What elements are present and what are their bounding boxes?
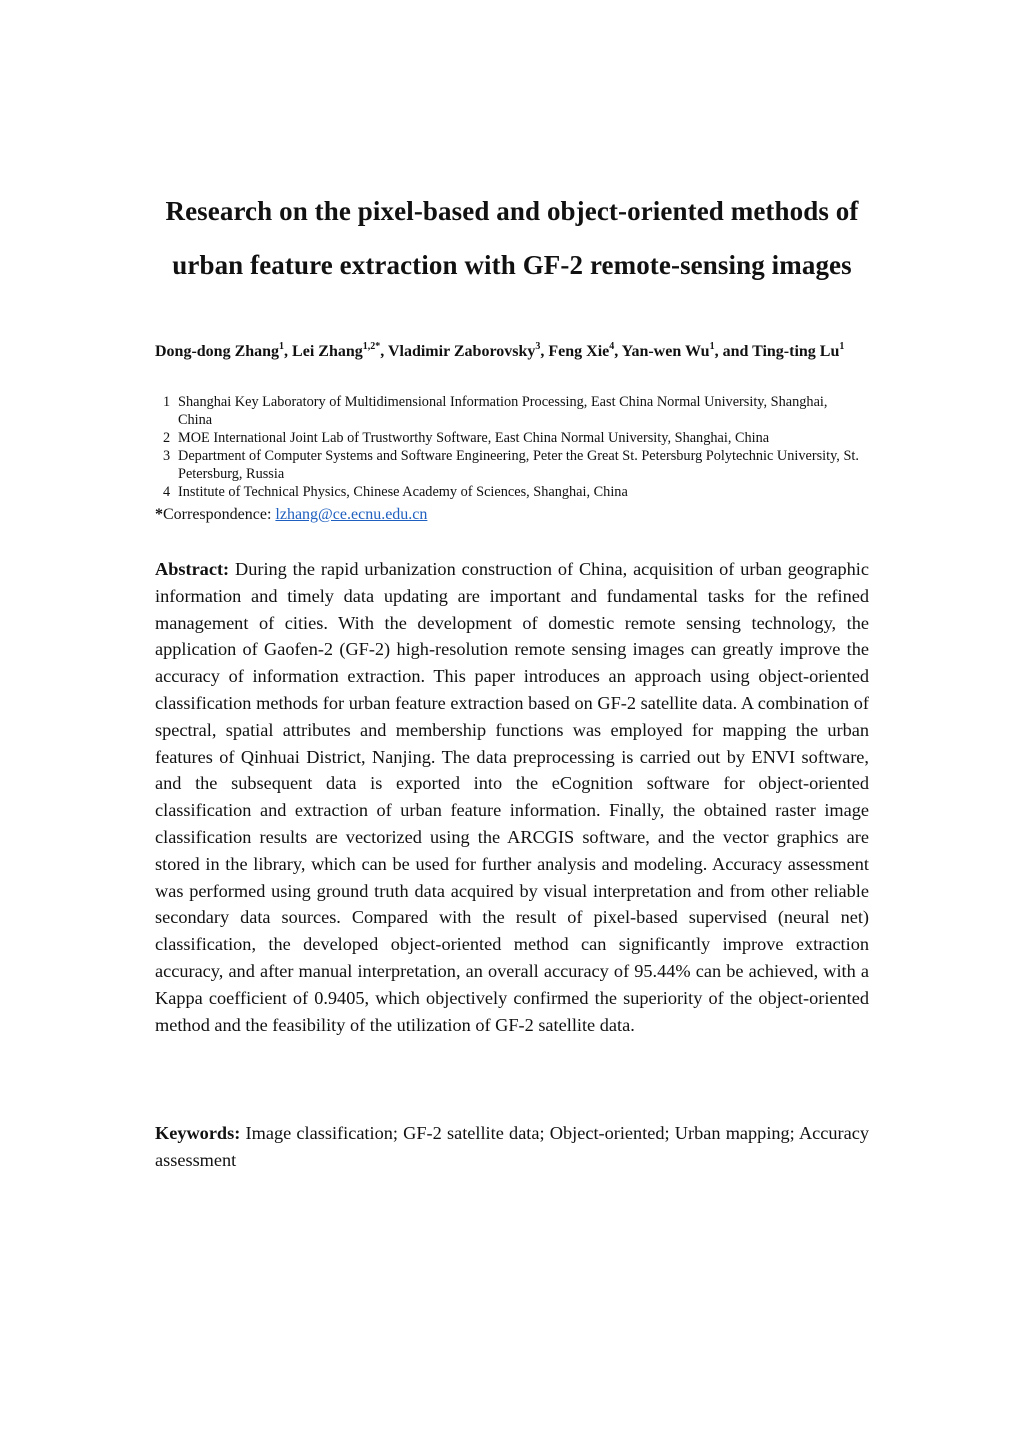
author-separator: , and	[714, 343, 753, 360]
title-line-2: urban feature extraction with GF-2 remote-sensing images	[172, 250, 852, 280]
author-separator: ,	[540, 343, 549, 360]
affiliation-number: 1	[163, 394, 171, 410]
abstract-text: During the rapid urbanization construction of China, acquisition of urban geographic information and timely data updating are important and fundamental tasks for the refined management of cities. With the development of domestic remote sensing technology, the application of Gaofen-2 (GF-2) high-resolution remote sensing images can greatly improve the accuracy of information extraction. This paper introduces an approach using object-oriented classification methods for urban feature extraction based on GF-2 satellite data. A combination of spectral, spatial attributes and membership functions was employed for mapping the urban features of Qinhuai District, Nanjing. The data preprocessing is carried out by ENVI software, and the subsequent data is exported into the eCognition software for object-oriented classification and extraction of urban feature information. Finally, the obtained raster image classification results are vectorized using the ARCGIS software, and the vector graphics are stored in the library, which can be used for further analysis and modeling. Accuracy assessment was performed using ground truth data acquired by visual interpretation and from other reliable secondary data sources. Compared with the result of pixel-based supervised (neural net) classification, the developed object-oriented method can significantly improve extraction accuracy, and after manual interpretation, an overall accuracy of 95.44% can be achieved, with a Kappa coefficient of 0.9405, which objectively confirmed the superiority of the object-oriented method and the feasibility of the utilization of GF-2 satellite data.	[155, 559, 869, 1035]
author-name: Feng Xie	[548, 343, 610, 360]
affiliation-text: MOE International Joint Lab of Trustworthy Software, East China Normal University, Shanghai, China	[178, 430, 770, 446]
author-name: Lei Zhang	[292, 343, 363, 360]
author	[155, 340, 293, 360]
keywords-text: Image classification; GF-2 satellite data; Object-oriented; Urban mapping; Accuracy assessment	[155, 1123, 869, 1170]
author-name: Vladimir Zaborovsky	[387, 343, 536, 360]
author	[548, 340, 622, 360]
affiliation-item	[163, 447, 863, 483]
author	[292, 340, 388, 360]
affiliation-number: 4	[163, 484, 171, 500]
affiliation-item	[163, 429, 863, 447]
abstract-paragraph	[155, 556, 869, 1038]
abstract-label: Abstract:	[155, 559, 230, 579]
paper-title	[100, 184, 924, 292]
correspondence-line	[155, 505, 427, 525]
affiliation-text: Institute of Technical Physics, Chinese Academy of Sciences, Shanghai, China	[178, 484, 628, 500]
author-affiliation-mark: 1,2*	[362, 340, 381, 352]
author	[621, 340, 753, 360]
author-separator: ,	[380, 343, 388, 360]
author-name: Dong-dong Zhang	[155, 343, 280, 360]
author-affiliation-mark: 3	[535, 340, 541, 352]
affiliation-list	[163, 393, 863, 501]
author-separator: ,	[614, 343, 622, 360]
affiliation-number: 3	[163, 448, 171, 464]
title-line-1: Research on the pixel-based and object-oriented methods of	[165, 196, 859, 226]
correspondence-star: *	[155, 506, 163, 523]
author-list	[155, 340, 855, 364]
author-name: Yan-wen Wu	[621, 343, 710, 360]
affiliation-number: 2	[163, 430, 171, 446]
correspondence-label: Correspondence:	[163, 506, 276, 523]
author-affiliation-mark: 1	[709, 340, 715, 352]
keywords-label: Keywords:	[155, 1123, 241, 1143]
author-affiliation-mark: 1	[839, 340, 845, 352]
affiliation-text: Shanghai Key Laboratory of Multidimensional Information Processing, East China Normal University, Shanghai, China	[178, 394, 828, 428]
author-separator: ,	[284, 343, 293, 360]
affiliation-item	[163, 393, 863, 429]
author-affiliation-mark: 4	[609, 340, 615, 352]
author	[752, 340, 845, 360]
author	[387, 340, 549, 360]
correspondence-email-link[interactable]: lzhang@ce.ecnu.edu.cn	[275, 506, 428, 523]
affiliation-text: Department of Computer Systems and Software Engineering, Peter the Great St. Petersburg Polytechnic University, St. Petersburg, Russia	[178, 448, 859, 482]
author-affiliation-mark: 1	[279, 340, 285, 352]
affiliation-item	[163, 483, 863, 501]
author-name: Ting-ting Lu	[752, 343, 840, 360]
keywords-paragraph	[155, 1120, 869, 1174]
